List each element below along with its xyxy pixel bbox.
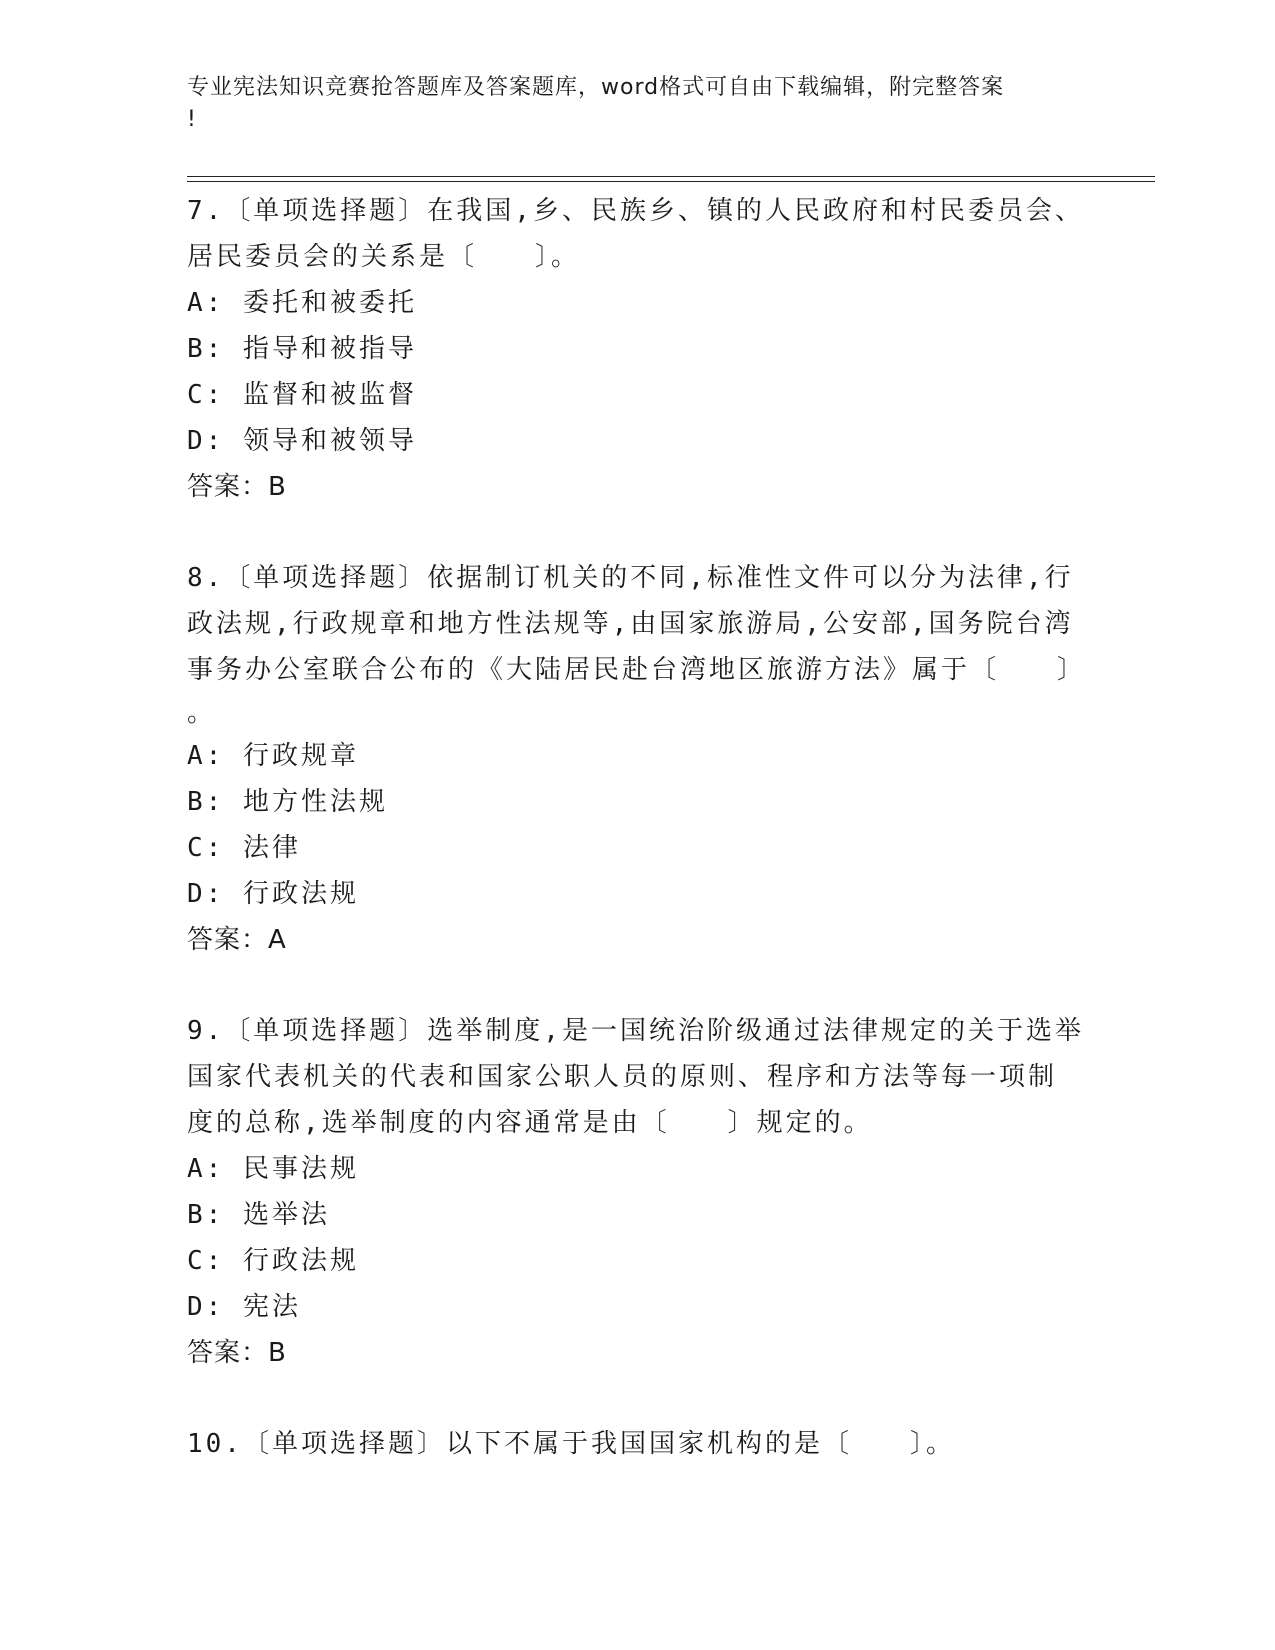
question-7	[187, 188, 1087, 510]
option-a: A: 行政规章	[187, 741, 359, 771]
question-text-line: 9.〔单项选择题〕选举制度,是一国统治阶级通过法律规定的关于选举	[187, 1016, 1084, 1046]
question-8	[187, 555, 1087, 963]
header-divider-bottom	[187, 181, 1155, 182]
header-divider-top	[187, 176, 1155, 177]
answer: 答案：B	[187, 1338, 287, 1368]
option-c: C: 行政法规	[187, 1246, 359, 1276]
question-text-line: 8.〔单项选择题〕依据制订机关的不同,标准性文件可以分为法律,行	[187, 563, 1074, 593]
option-b: B: 选举法	[187, 1200, 330, 1230]
header-title: 专业宪法知识竞赛抢答题库及答案题库，word格式可自由下载编辑，附完整答案	[187, 75, 1005, 100]
question-10	[187, 1421, 1087, 1467]
option-d: D: 宪法	[187, 1292, 301, 1322]
question-text-line: 居民委员会的关系是〔 〕。	[187, 242, 581, 272]
option-d: D: 行政法规	[187, 879, 359, 909]
question-text-line: 政法规,行政规章和地方性法规等,由国家旅游局,公安部,国务院台湾	[187, 609, 1074, 639]
answer: 答案：B	[187, 472, 287, 502]
question-text-line: 。	[187, 698, 217, 728]
question-list	[187, 188, 1087, 1467]
page-header	[187, 72, 1087, 136]
option-b: B: 地方性法规	[187, 787, 388, 817]
answer: 答案：A	[187, 925, 287, 955]
question-9	[187, 1008, 1087, 1376]
question-text-line: 度的总称,选举制度的内容通常是由〔 〕规定的。	[187, 1108, 873, 1138]
question-text-line: 国家代表机关的代表和国家公职人员的原则、程序和方法等每一项制	[187, 1062, 1058, 1092]
question-text-line: 事务办公室联合公布的《大陆居民赴台湾地区旅游方法》属于〔 〕	[187, 655, 1087, 685]
option-c: C: 监督和被监督	[187, 380, 417, 410]
option-c: C: 法律	[187, 833, 301, 863]
header-title-continuation: !	[187, 107, 197, 132]
question-text-line: 10.〔单项选择题〕以下不属于我国国家机构的是〔 〕。	[187, 1429, 955, 1459]
option-b: B: 指导和被指导	[187, 334, 417, 364]
question-text-line: 7.〔单项选择题〕在我国,乡、民族乡、镇的人民政府和村民委员会、	[187, 196, 1084, 226]
option-a: A: 民事法规	[187, 1154, 359, 1184]
option-a: A: 委托和被委托	[187, 288, 417, 318]
option-d: D: 领导和被领导	[187, 426, 417, 456]
